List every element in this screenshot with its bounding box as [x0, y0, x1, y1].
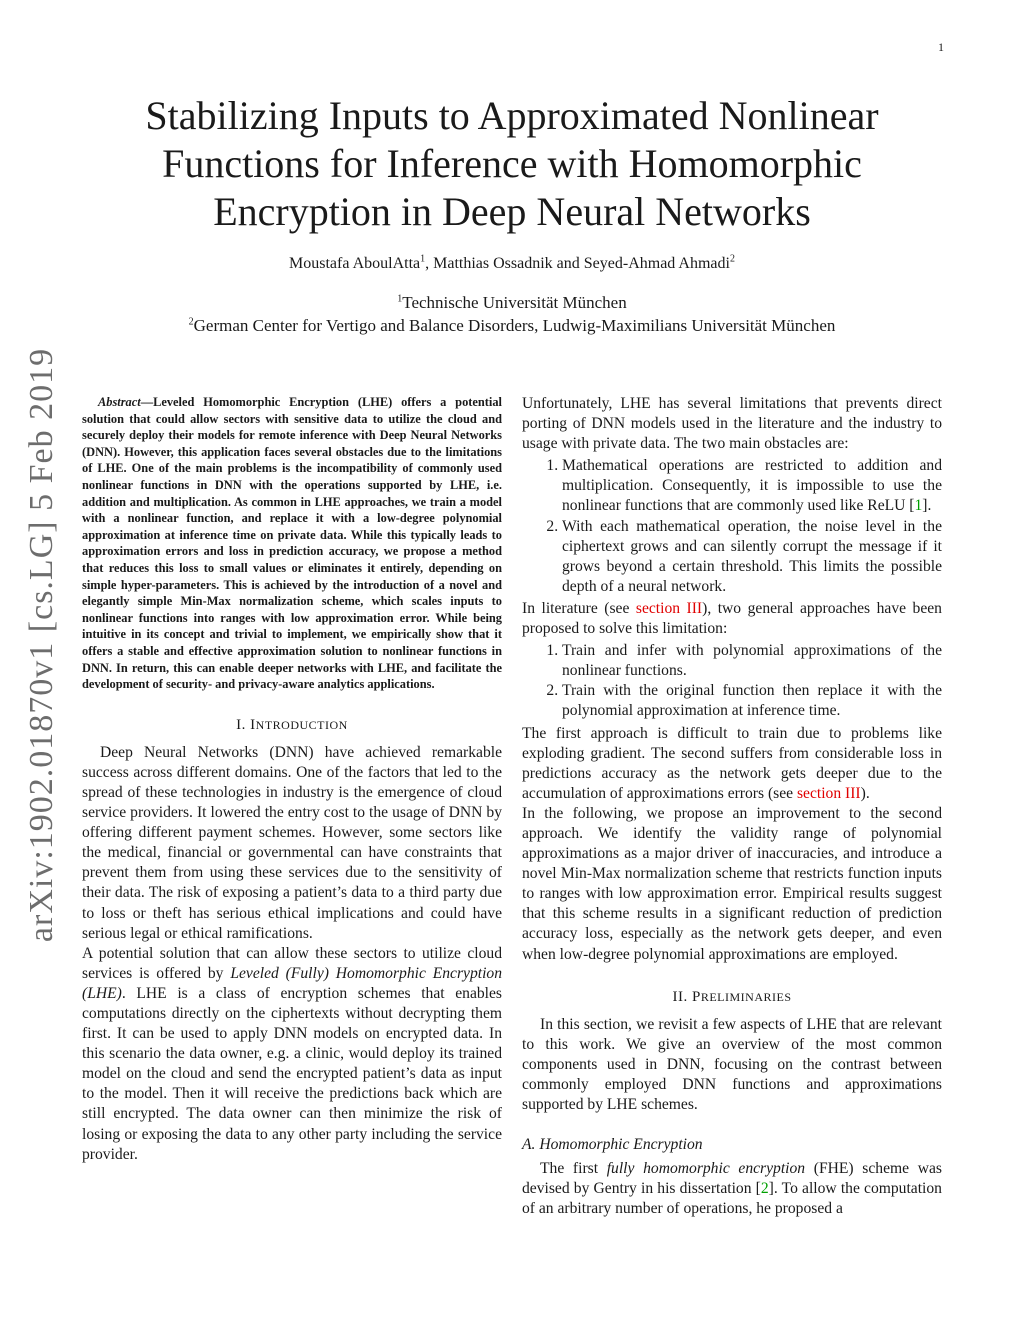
author-sup: 1 — [420, 253, 426, 265]
body-paragraph: Unfortunately, LHE has several limitations that prevents direct porting of DNN models used in the literature and the industry to usage with private data. The two main obstacles are: — [522, 395, 942, 453]
text-run: ), two general approaches have been proposed to solve this limitation: — [522, 599, 942, 638]
intro-paragraph-2 — [82, 944, 502, 1165]
emphasis-text: Leveled (Fully) Homomorphic Encryption (LHE) — [82, 964, 502, 1002]
section-link[interactable]: section III — [635, 599, 703, 617]
paper-title — [120, 92, 904, 236]
affiliation-sup: 1 — [397, 293, 403, 305]
section-heading-introduction — [82, 715, 502, 735]
approach-list — [522, 641, 942, 721]
section-number: I. — [236, 716, 246, 733]
section-title-initial: I — [250, 716, 256, 733]
text-run: The first — [540, 1160, 607, 1178]
section-title-rest: RELIMINARIES — [700, 989, 792, 1004]
citation-link[interactable]: 1 — [914, 497, 923, 515]
obstacle-list — [522, 456, 942, 597]
text-run: (FHE) scheme was devised by Gentry in his dissertation [ — [522, 1160, 942, 1198]
arxiv-stamp: arXiv:1902.01870v1 [cs.LG] 5 Feb 2019 — [23, 347, 60, 943]
title-line: Encryption in Deep Neural Networks — [213, 189, 811, 234]
text-run: Mathematical operations are restricted to addition and multiplication. Consequently, it is impossible to use the nonlinear functions that are commonly used like ReLU [ — [562, 457, 942, 515]
emphasis-text: fully homomorphic encryption — [606, 1160, 806, 1178]
body-paragraph — [522, 1159, 942, 1219]
section-title-initial: P — [691, 988, 701, 1005]
title-line: Functions for Inference with Homomorphic — [162, 141, 862, 186]
text-run: ]. To allow the computation of an arbitrary number of operations, he proposed a — [522, 1180, 942, 1218]
affiliation-text: Technische Universität München — [402, 293, 627, 312]
body-paragraph — [522, 724, 942, 804]
text-run: ]. — [922, 497, 932, 515]
body-paragraph — [522, 599, 942, 639]
section-title-rest: NTRODUCTION — [255, 717, 348, 732]
subsection-heading: A. Homomorphic Encryption — [522, 1136, 703, 1154]
body-paragraph: In this section, we revisit a few aspects of LHE that are relevant to this work. We give an overview of the most common components used in DNN, focusing on the contrast between commonly employed DNN functions and approximations supported by LHE schemes. — [522, 1015, 942, 1114]
abstract-label: Abstract — [98, 395, 141, 409]
author: Moustafa AboulAtta — [289, 255, 421, 272]
abstract — [82, 394, 502, 693]
list-item: 2. Train with the original function then replace it with the polynomial approximation at inference time. — [562, 681, 942, 721]
intro-paragraph-1: Deep Neural Networks (DNN) have achieved remarkable success across different domains. One of the factors that led to the spread of these technologies in industry is the emergence of cloud service providers. It lowered the entry cost to the usage of DNN by offering different payment schemes. However, some sectors like the medical, financial or governmental can have constraints that prevent them from using these services due to the sensitivity of their data. The risk of exposing a patient’s data to a third party due to loss or theft has serious ethical implications and could have serious legal or ethical ramifications. — [82, 743, 502, 942]
author-list — [120, 255, 904, 273]
text-run: In literature (see — [522, 599, 636, 617]
section-link[interactable]: section III — [796, 784, 861, 802]
abstract-text: —Leveled Homomorphic Encryption (LHE) offers a potential solution that could allow sectors with sensitive data to utilize the cloud and securely deploy their models for remote inference with Deep Neural Networks (DNN). However, this application faces several obstacles due to the limitations of LHE. One of the main problems is the incompatibility of commonly used nonlinear functions in DNN with the operations supported by LHE, i.e. addition and multiplication. As common in LHE approaches, we train a model with a nonlinear function, and replace it with a low-degree polynomial approximation at inference time on private data. While this typically leads to approximation errors and loss in prediction accuracy, we propose a method that reduces this loss to small values or eliminates it entirely, depending on simple hyper-parameters. This is achieved by the introduction of a novel and elegantly simple Min-Max normalization scheme, which scales inputs to nonlinear functions into ranges with low approximation error. While being intuitive in its concept and trivial to implement, we empirically show that it offers a stable and effective approximation solution to nonlinear functions in DNN. In return, this can enable deeper networks with LHE, and facilitate the development of security- and privacy-aware analytics applications. — [82, 395, 502, 692]
citation-link[interactable]: 2 — [760, 1180, 769, 1198]
author-sup: 2 — [729, 253, 735, 265]
affiliation — [120, 293, 904, 313]
title-line: Stabilizing Inputs to Approximated Nonlinear — [145, 93, 879, 138]
body-paragraph: In the following, we propose an improvement to the second approach. We identify the validity range of polynomial approximations as a major driver of inaccuracies, and introduce a novel Min-Max normalization scheme that restricts function inputs to ranges with low approximation error. Empirical results suggest that this scheme results in a significant reduction of prediction accuracy loss, especially as the network gets deeper, and even when low-degree polynomial approximations are employed. — [522, 804, 942, 963]
section-number: II. — [672, 988, 688, 1005]
affiliation-text: German Center for Vertigo and Balance Disorders, Ludwig-Maximilians Universität München — [193, 316, 836, 335]
affiliation-sup: 2 — [188, 316, 194, 328]
list-item: 1. Train and infer with polynomial approximations of the nonlinear functions. — [562, 641, 942, 681]
list-item — [562, 456, 942, 516]
text-run: The first approach is difficult to train due to problems like exploding gradient. The second suffers from considerable loss in predictions accuracy as the network gets deeper due to the accumulation of approximations errors (see — [522, 724, 942, 802]
affiliation — [120, 316, 904, 336]
text-run: A potential solution that can allow these sectors to utilize cloud services is offered by — [82, 944, 502, 982]
text-run: . LHE is a class of encryption schemes that enables computations directly on the ciphertexts without decrypting them first. It can be used to apply DNN models on encrypted data. In this scenario the data owner, e.g. a clinic, would deploy its trained model on the cloud and send the encrypted patient’s data as input to the model. Then it will receive the predictions back which are still encrypted. The data owner can then minimize the risk of losing or exposing the data to any other party including the service provider. — [82, 984, 502, 1163]
page-number: 1 — [938, 40, 944, 54]
section-heading-preliminaries — [522, 987, 942, 1007]
right-column — [522, 394, 942, 1220]
text-run: ). — [860, 784, 870, 802]
author: , Matthias Ossadnik and Seyed-Ahmad Ahmadi — [425, 255, 730, 272]
left-column — [82, 394, 502, 1165]
list-item: 2. With each mathematical operation, the noise level in the ciphertext grows and can silently corrupt the message if it grows beyond a certain threshold. This limits the possible depth of a neural network. — [562, 517, 942, 597]
